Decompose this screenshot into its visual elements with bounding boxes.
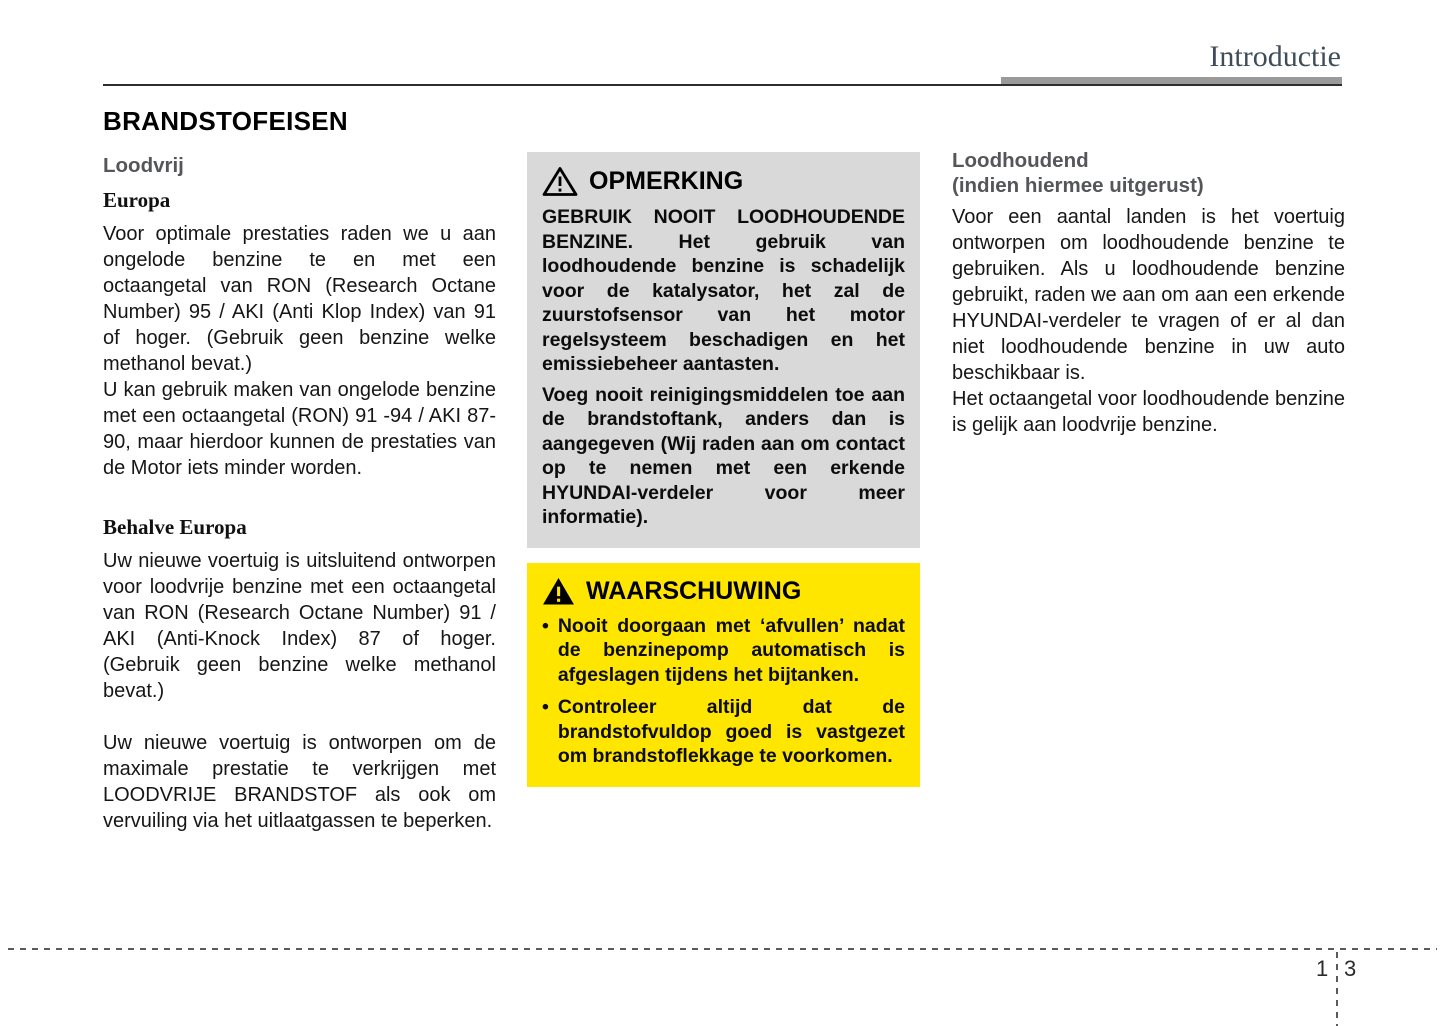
warning-box — [527, 563, 920, 787]
subheading-behalve-europa: Behalve Europa — [103, 515, 247, 539]
page-title: BRANDSTOFEISEN — [103, 106, 348, 136]
notice-paragraph: Voeg nooit reinigingsmiddelen toe aan de brandstoftank, anders dan is aangegeven (Wij raden aan om contact op te nemen met een erkende HYUNDAI-verdeler voor meer informatie). — [542, 383, 905, 528]
subheading-europa: Europa — [103, 188, 171, 212]
heading-loodhoudend — [952, 148, 1345, 198]
paragraph: Uw nieuwe voertuig is ontworpen om de maximale prestatie te verkrijgen met LOODVRIJE BRANDSTOF als ook om vervuiling via het uitlaatgassen te beperken. — [103, 732, 496, 832]
warning-bullet-text: Nooit doorgaan met ‘afvullen’ nadat de benzinepomp automatisch is afgeslagen tijdens het bijtanken. — [557, 614, 905, 686]
heading-loodvrij: Loodvrij — [103, 154, 184, 177]
left-column — [103, 106, 496, 834]
warning-triangle-filled-icon — [542, 577, 575, 606]
warning-bullet-text: Controleer altijd dat de brandstofvuldop goed is vastgezet om brandstoflekkage te voorkomen. — [557, 696, 905, 767]
notice-paragraph: GEBRUIK NOOIT LOODHOUDENDE BENZINE. Het gebruik van loodhoudende benzine is schadelijk voor de katalysator, het zal de zuurstofsensor van het motor regelsysteem beschadigen en het emissiebeheer aantasten. — [542, 206, 905, 375]
page-number-chapter: 1 — [1316, 956, 1329, 981]
paragraph: Uw nieuwe voertuig is uitsluitend ontworpen voor loodvrije benzine met een octaangetal van RON (Research Octane Number) 91 / AKI (Anti-Knock Index) 87 of hoger. (Gebruik geen benzine welke methanol bevat.) — [103, 550, 496, 702]
heading-loodhoudend-line2: (indien hiermee uitgerust) — [952, 174, 1204, 197]
warning-box-header — [542, 577, 905, 606]
page-number-page: 3 — [1344, 956, 1357, 981]
bullet-marker: • — [542, 614, 549, 637]
warning-bullet-item — [542, 614, 905, 688]
heading-loodhoudend-line1: Loodhoudend — [952, 149, 1089, 172]
header-rule-thin — [103, 84, 1342, 86]
notice-box — [527, 152, 920, 548]
right-column — [952, 148, 1345, 438]
bullet-marker: • — [542, 696, 549, 718]
warning-title: WAARSCHUWING — [586, 576, 802, 605]
paragraph: U kan gebruik maken van ongelode benzine met een octaangetal (RON) 91 -94 / AKI 87-90, maar hierdoor kunnen de prestaties van de Motor iets minder worden. — [103, 379, 496, 479]
paragraph: Voor een aantal landen is het voertuig ontworpen om loodhoudende benzine te gebruiken. Als u loodhoudende benzine gebruikt, raden we aan om aan een erkende HYUNDAI-verdeler te vragen of er al dan niet loodhoudende benzine in uw auto beschikbaar is. — [952, 206, 1345, 384]
notice-title: OPMERKING — [589, 167, 744, 195]
warning-bullet-item — [542, 695, 905, 769]
footer-vertical-dashed-rule — [1336, 952, 1338, 1026]
warning-triangle-outline-icon — [542, 166, 578, 197]
paragraph: Het octaangetal voor loodhoudende benzine is gelijk aan loodvrije benzine. — [952, 388, 1345, 436]
paragraph: Voor optimale prestaties raden we u aan ongelode benzine te en met een octaangetal van RON (Research Octane Number) 95 / AKI (Anti Klop Index) van 91 of hoger. (Gebruik geen benzine welke methanol bevat.) — [103, 223, 496, 375]
footer-dashed-rule — [8, 948, 1437, 950]
notice-box-header — [542, 166, 905, 197]
chapter-title: Introductie — [1209, 40, 1341, 73]
middle-column — [527, 152, 920, 787]
warning-bullet-list — [542, 614, 905, 769]
